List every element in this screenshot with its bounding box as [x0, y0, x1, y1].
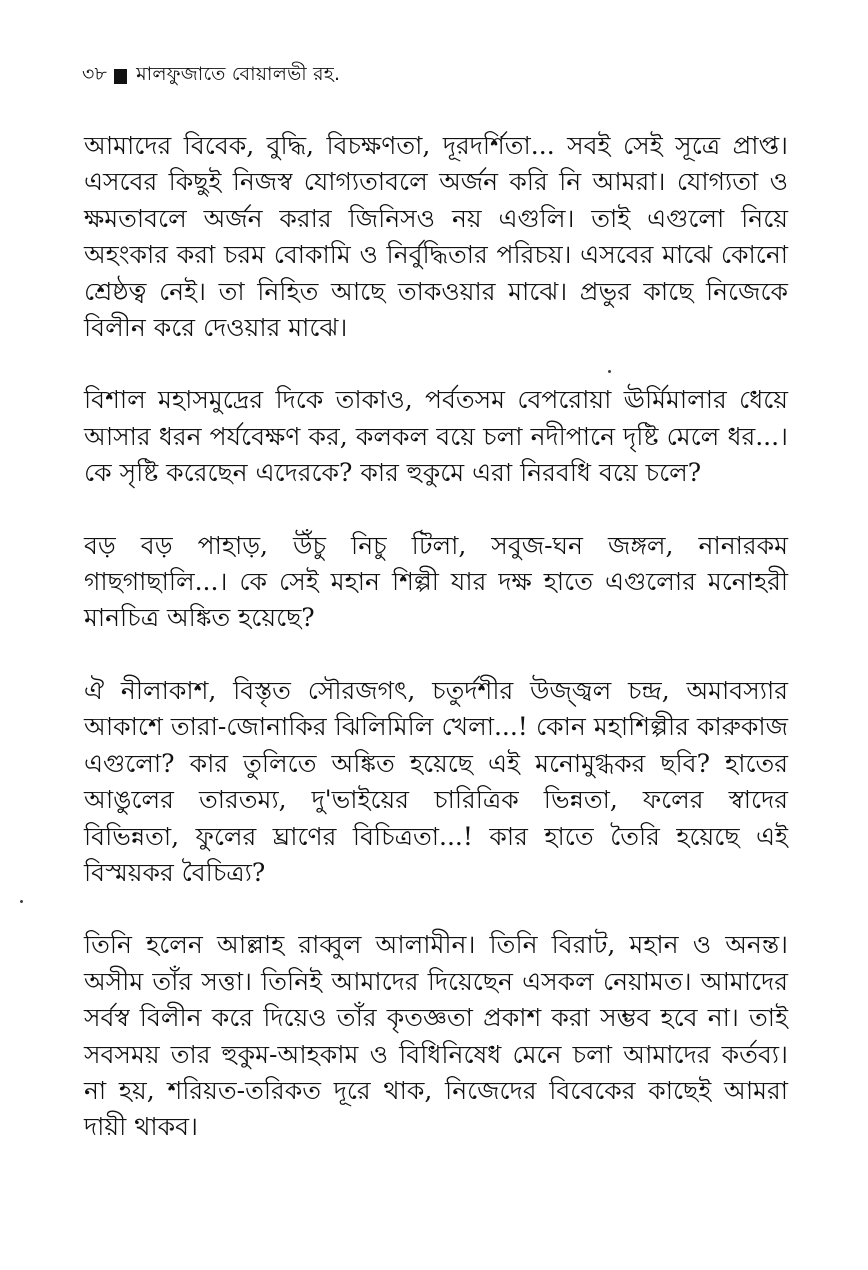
- print-speck: [608, 370, 611, 373]
- page-number: ৩৮: [82, 63, 108, 85]
- paragraph-4: ঐ নীলাকাশ, বিস্তৃত সৌরজগৎ, চতুর্দশীর উজ্জ্বল চন্দ্র, অমাবস্যার আকাশে তারা-জোনাকির ঝিলিমিলি খেলা...! কোন মহাশিল্পীর কারুকাজ এগুলো? কার তুলিতে অঙ্কিত হয়েছে এই মনোমুগ্ধকর ছবি? হাতের আঙুলের তারতম্য, দু'ভাইয়ের চারিত্রিক ভিন্নতা, ফলের স্বাদের বিভিন্নতা, ফুলের ঘ্রাণের বিচিত্রতা...! কার হাতে তৈরি হয়েছে এই বিস্ময়কর বৈচিত্র্য?: [84, 675, 788, 887]
- paragraph-1: আমাদের বিবেক, বুদ্ধি, বিচক্ষণতা, দূরদর্শিতা... সবই সেই সূত্রে প্রাপ্ত। এসবের কিছুই নিজস্ব যোগ্যতাবলে অর্জন করি নি আমরা। যোগ্যতা ও ক্ষমতাবলে অর্জন করার জিনিসও নয় এগুলি। তাই এগুলো নিয়ে অহংকার করা চরম বোকামি ও নির্বুদ্ধিতার পরিচয়। এসবের মাঝে কোনো শ্রেষ্ঠত্ব নেই। তা নিহিত আছে তাকওয়ার মাঝে। প্রভুর কাছে নিজেকে বিলীন করে দেওয়ার মাঝে।: [84, 131, 788, 343]
- running-header: [82, 60, 340, 92]
- paragraph-5: তিনি হলেন আল্লাহ রাব্বুল আলামীন। তিনি বিরাট, মহান ও অনন্ত। অসীম তাঁর সত্তা। তিনিই আমাদের দিয়েছেন এসকল নেয়ামত। আমাদের সর্বস্ব বিলীন করে দিয়েও তাঁর কৃতজ্ঞতা প্রকাশ করা সম্ভব হবে না। তাই সবসময় তার হুকুম-আহকাম ও বিধিনিষেধ মেনে চলা আমাদের কর্তব্য। না হয়, শরিয়ত-তরিকত দূরে থাক, নিজেদের বিবেকের কাছেই আমরা দায়ী থাকব।: [84, 930, 788, 1142]
- header-square-ornament-icon: [114, 69, 127, 84]
- book-title: মালফুজাতে বোয়ালভী রহ.: [136, 63, 341, 85]
- body-text: [84, 128, 788, 1182]
- paragraph-2: বিশাল মহাসমুদ্রের দিকে তাকাও, পর্বতসম বেপরোয়া ঊর্মিমালার ধেয়ে আসার ধরন পর্যবেক্ষণ কর, কলকল বয়ে চলা নদীপানে দৃষ্টি মেলে ধর...। কে সৃষ্টি করেছেন এদেরকে? কার হুকুমে এরা নিরবধি বয়ে চলে?: [84, 385, 788, 488]
- print-speck: [20, 900, 23, 903]
- paragraph-3: বড় বড় পাহাড়, উঁচু নিচু টিলা, সবুজ-ঘন জঙ্গল, নানারকম গাছগাছালি...। কে সেই মহান শিল্পী যার দক্ষ হাতে এগুলোর মনোহরী মানচিত্র অঙ্কিত হয়েছে?: [84, 530, 788, 633]
